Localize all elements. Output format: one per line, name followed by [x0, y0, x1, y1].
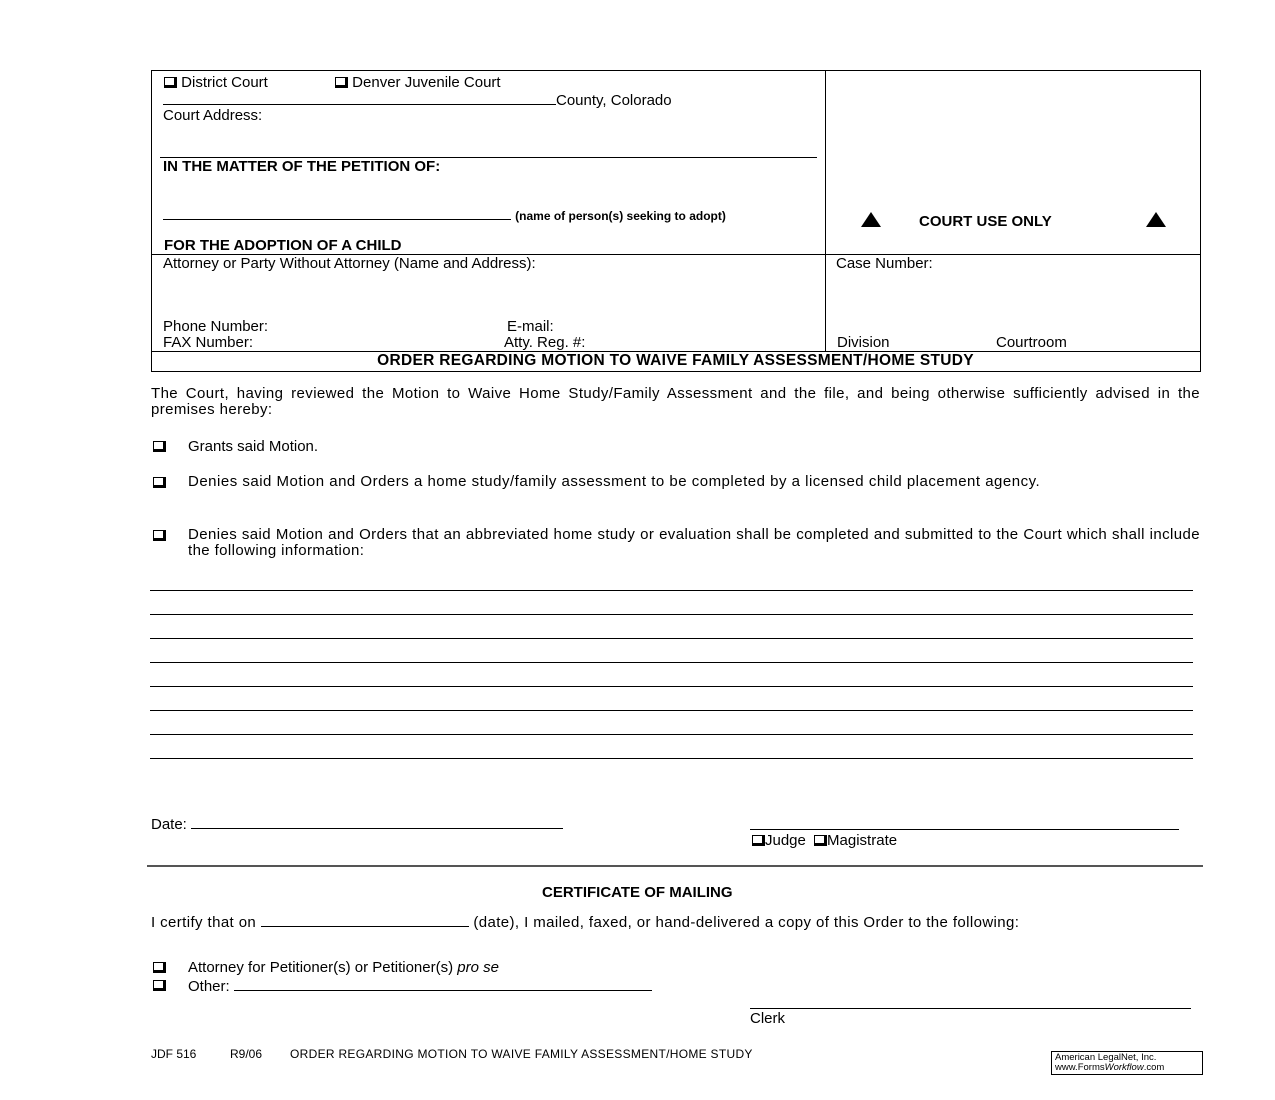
footer-revision: R9/06 [230, 1047, 263, 1061]
recipient-1-checkbox[interactable] [153, 962, 166, 973]
option-3[interactable] [153, 527, 166, 544]
court-use-only-label: COURT USE ONLY [919, 213, 1052, 230]
county-suffix: County, Colorado [556, 92, 672, 109]
option-1-label: Grants said Motion. [188, 438, 319, 455]
email-label: E-mail: [507, 318, 554, 335]
order-intro: The Court, having reviewed the Motion to Waive Home Study/Family Assessment and the file, and being otherwise sufficiently advised in the premises hereby: [151, 385, 1200, 418]
recipient-2-checkbox[interactable] [153, 980, 166, 991]
order-title: ORDER REGARDING MOTION TO WAIVE FAMILY ASSESSMENT/HOME STUDY [377, 352, 974, 369]
judge-label: Judge [765, 832, 806, 849]
court-address-label: Court Address: [163, 107, 263, 124]
info-line[interactable] [150, 710, 1193, 711]
mailing-date-blank[interactable] [261, 913, 469, 927]
recipient-1-text: Attorney for Petitioner(s) or Petitioner(s) [188, 959, 454, 976]
publisher-url: www.FormsWorkflow.com [1055, 1062, 1165, 1073]
clerk-label: Clerk [750, 1010, 786, 1027]
option-1[interactable] [153, 438, 166, 455]
info-line[interactable] [150, 590, 1193, 591]
footer-form-title: ORDER REGARDING MOTION TO WAIVE FAMILY ASSESSMENT/HOME STUDY [290, 1047, 753, 1061]
triangle-up-icon [861, 212, 881, 227]
court-use-only-row [861, 212, 881, 231]
info-line[interactable] [150, 686, 1193, 687]
date-label: Date: [151, 816, 187, 833]
recipient-2[interactable] [153, 977, 166, 994]
court-use-only-triangle-right [1146, 212, 1166, 231]
clerk-signature-line[interactable] [750, 1008, 1191, 1009]
judge-signature-line[interactable] [750, 829, 1179, 830]
info-line[interactable] [150, 614, 1193, 615]
date-field[interactable] [151, 815, 563, 833]
district-court-label: District Court [181, 74, 268, 91]
denver-juvenile-court-checkbox[interactable] [335, 77, 348, 88]
recipient-1-italic: pro se [457, 959, 499, 976]
certificate-text [151, 913, 1200, 931]
caption-divider [825, 70, 826, 351]
court-option-denver[interactable] [335, 74, 501, 91]
matter-heading: IN THE MATTER OF THE PETITION OF: [163, 158, 441, 175]
division-label: Division [837, 334, 890, 351]
option-1-checkbox[interactable] [153, 441, 166, 452]
certificate-text-start: I certify that on [151, 914, 257, 931]
recipient-2-label [188, 977, 652, 995]
option-3-checkbox[interactable] [153, 530, 166, 541]
caption-top-border [151, 70, 1200, 71]
caption-right-border [1200, 70, 1201, 372]
publisher-name: American LegalNet, Inc. [1055, 1052, 1157, 1063]
case-number-label: Case Number: [836, 255, 933, 272]
triangle-up-icon [1146, 212, 1166, 227]
courtroom-label: Courtroom [996, 334, 1067, 351]
option-2-checkbox[interactable] [153, 477, 166, 488]
option-2[interactable] [153, 474, 166, 491]
magistrate-checkbox[interactable] [814, 835, 827, 846]
recipient-1-label [188, 959, 499, 976]
date-blank[interactable] [191, 815, 563, 829]
publisher-badge [1051, 1051, 1203, 1075]
judge-checkbox[interactable] [752, 835, 765, 846]
info-line[interactable] [150, 662, 1193, 663]
option-2-label: Denies said Motion and Orders a home study/family assessment to be completed by a licensed child placement agency. [188, 473, 1041, 490]
recipient-1[interactable] [153, 959, 166, 976]
fax-label: FAX Number: [163, 334, 254, 351]
adopter-note: (name of person(s) seeking to adopt) [515, 209, 726, 223]
atty-reg-label: Atty. Reg. #: [504, 334, 586, 351]
court-option-district[interactable] [164, 74, 268, 91]
denver-juvenile-court-label: Denver Juvenile Court [352, 74, 501, 91]
footer-form-id: JDF 516 [151, 1047, 197, 1061]
title-bottom-border [151, 371, 1200, 372]
attorney-label: Attorney or Party Without Attorney (Name and Address): [163, 255, 536, 272]
district-court-checkbox[interactable] [164, 77, 177, 88]
option-3-label: Denies said Motion and Orders that an abbreviated home study or evaluation shall be completed and submitted to the Court which shall include the following information: [188, 526, 1200, 559]
adopter-blank[interactable] [163, 206, 511, 220]
section-separator [147, 865, 1203, 867]
caption-left-border [151, 70, 152, 372]
adopter-line[interactable] [163, 206, 726, 224]
info-line[interactable] [150, 638, 1193, 639]
phone-label: Phone Number: [163, 318, 269, 335]
other-blank[interactable] [234, 977, 652, 991]
certificate-heading: CERTIFICATE OF MAILING [542, 884, 733, 901]
other-label: Other: [188, 978, 230, 995]
info-line[interactable] [150, 734, 1193, 735]
info-line[interactable] [150, 758, 1193, 759]
magistrate-label: Magistrate [827, 832, 898, 849]
county-blank[interactable] [163, 91, 556, 105]
adoption-heading: FOR THE ADOPTION OF A CHILD [164, 237, 402, 254]
certificate-text-end: (date), I mailed, faxed, or hand-delivered a copy of this Order to the following: [473, 914, 1020, 931]
signer-options [752, 832, 897, 849]
